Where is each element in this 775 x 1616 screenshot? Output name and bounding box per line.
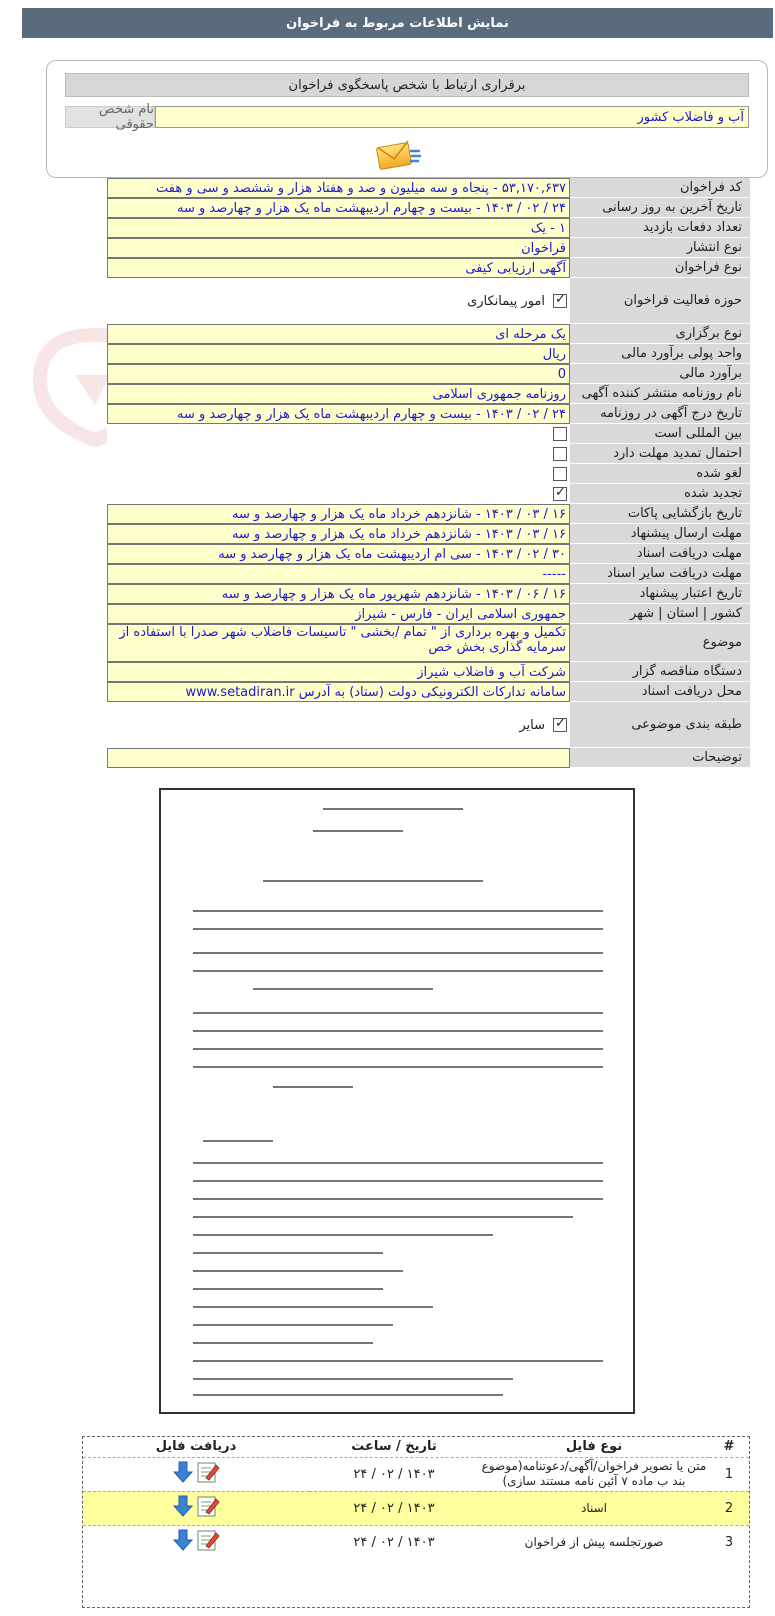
text-line xyxy=(193,928,603,930)
field-row xyxy=(107,424,750,444)
field-value: ----- xyxy=(107,564,570,584)
field-label: تجدید شده xyxy=(570,484,750,504)
file-date: ۱۴۰۳ / ۰۲ / ۲۴ xyxy=(309,1525,479,1559)
field-value: ۲۴ / ۰۲ / ۱۴۰۳ - بیست و چهارم اردیبهشت ماه یک هزار و چهارصد و سه xyxy=(107,404,570,424)
checkbox-label: سایر xyxy=(519,717,545,733)
field-label: طبقه بندی موضوعی xyxy=(570,702,750,748)
field-label: کشور | استان | شهر xyxy=(570,604,750,624)
field-flag xyxy=(107,444,570,464)
download-arrow-icon[interactable] xyxy=(172,1494,194,1518)
field-label: نوع فراخوان xyxy=(570,258,750,278)
field-flag xyxy=(107,464,570,484)
field-value: ۳۰ / ۰۲ / ۱۴۰۳ - سی ام اردیبهشت ماه یک هزار و چهارصد و سه xyxy=(107,544,570,564)
field-row xyxy=(107,324,750,344)
file-num: 1 xyxy=(709,1457,749,1491)
field-row xyxy=(107,504,750,524)
file-download xyxy=(83,1491,309,1525)
file-download xyxy=(83,1457,309,1491)
field-row xyxy=(107,444,750,464)
file-type: متن یا تصویر فراخوان/آگهی/دعوتنامه(موضوع بند ب ماده ۷ آئین نامه مستند سازی) xyxy=(479,1457,709,1491)
text-line xyxy=(193,970,603,972)
field-value: ۱۶ / ۰۳ / ۱۴۰۳ - شانزدهم خرداد ماه یک هزار و چهارصد و سه xyxy=(107,524,570,544)
checkbox[interactable] xyxy=(553,447,567,461)
field-value: ریال xyxy=(107,344,570,364)
text-line xyxy=(193,1360,603,1362)
field-row xyxy=(107,198,750,218)
checkbox-label: امور پیمانکاری xyxy=(467,293,545,309)
field-row xyxy=(107,364,750,384)
field-value: ۵۳,۱۷۰,۶۳۷ - پنجاه و سه میلیون و صد و هفتاد هزار و ششصد و سی و هفت xyxy=(107,178,570,198)
download-arrow-icon[interactable] xyxy=(172,1528,194,1552)
field-row xyxy=(107,682,750,702)
text-line xyxy=(323,808,463,810)
field-label: مهلت دریافت اسناد xyxy=(570,544,750,564)
field-value: ۲۴ / ۰۲ / ۱۴۰۳ - بیست و چهارم اردیبهشت ماه یک هزار و چهارصد و سه xyxy=(107,198,570,218)
text-line xyxy=(193,1162,603,1164)
field-label: تاریخ درج آگهی در روزنامه xyxy=(570,404,750,424)
field-label: تاریخ بازگشایی پاکات xyxy=(570,504,750,524)
field-value: ۱ - یک xyxy=(107,218,570,238)
field-label: کد فراخوان xyxy=(570,178,750,198)
files-header-num: # xyxy=(723,1439,735,1455)
table-row xyxy=(83,1457,749,1491)
field-label: احتمال تمدید مهلت دارد xyxy=(570,444,750,464)
contact-panel xyxy=(46,60,768,178)
file-download xyxy=(83,1525,309,1559)
field-flag xyxy=(107,484,570,504)
field-row xyxy=(107,662,750,682)
field-row xyxy=(107,564,750,584)
field-flag xyxy=(107,424,570,444)
text-line xyxy=(193,952,603,954)
text-line xyxy=(193,1288,383,1290)
text-line xyxy=(193,1234,493,1236)
text-line xyxy=(193,910,603,912)
table-row xyxy=(83,1491,749,1525)
text-line xyxy=(193,1324,393,1326)
text-line xyxy=(193,1342,373,1344)
table-row xyxy=(83,1525,749,1559)
field-value xyxy=(107,748,570,768)
checkbox[interactable] xyxy=(553,467,567,481)
field-checkbox-value xyxy=(107,702,570,748)
field-label: موضوع xyxy=(570,624,750,662)
text-line xyxy=(193,1012,603,1014)
text-line xyxy=(263,880,483,882)
field-row xyxy=(107,278,750,324)
field-label: دستگاه مناقصه گزار xyxy=(570,662,750,682)
field-row xyxy=(107,218,750,238)
field-label: توضیحات xyxy=(570,748,750,768)
field-label: مهلت دریافت سایر اسناد xyxy=(570,564,750,584)
files-header-download: دریافت فایل xyxy=(155,1439,237,1455)
field-value: تکمیل و بهره برداری از " تمام /بخشی " تاسیسات فاضلاب شهر صدرا با استفاده از سرمایه گذاری بخش خص xyxy=(107,624,570,662)
field-row xyxy=(107,344,750,364)
field-row xyxy=(107,464,750,484)
text-line xyxy=(193,1198,603,1200)
field-label: نام روزنامه منتشر کننده آگهی xyxy=(570,384,750,404)
field-row xyxy=(107,604,750,624)
field-row xyxy=(107,484,750,504)
field-label: واحد پولی برآورد مالی xyxy=(570,344,750,364)
file-type: اسناد xyxy=(479,1491,709,1525)
field-value: ۱۶ / ۰۳ / ۱۴۰۳ - شانزدهم خرداد ماه یک هزار و چهارصد و سه xyxy=(107,504,570,524)
field-label: مهلت ارسال پیشنهاد xyxy=(570,524,750,544)
text-line xyxy=(193,1030,603,1032)
field-row xyxy=(107,524,750,544)
checkbox[interactable] xyxy=(553,487,567,501)
field-label: نوع انتشار xyxy=(570,238,750,258)
page-title: نمایش اطلاعات مربوط به فراخوان xyxy=(286,15,509,31)
field-value: فراخوان xyxy=(107,238,570,258)
text-line xyxy=(193,1378,513,1380)
edit-icon[interactable] xyxy=(196,1494,220,1518)
text-line xyxy=(193,1066,603,1068)
download-arrow-icon[interactable] xyxy=(172,1460,194,1484)
field-row xyxy=(107,748,750,768)
files-table xyxy=(82,1436,750,1608)
file-num: 2 xyxy=(709,1491,749,1525)
field-checkbox-value xyxy=(107,278,570,324)
files-header-type: نوع فایل xyxy=(565,1439,623,1455)
field-value: آگهی ارزیابی کیفی xyxy=(107,258,570,278)
text-line xyxy=(203,1140,273,1142)
field-row xyxy=(107,702,750,748)
field-value: جمهوری اسلامی ایران - فارس - شیراز xyxy=(107,604,570,624)
field-label: برآورد مالی xyxy=(570,364,750,384)
field-row xyxy=(107,624,750,662)
edit-icon[interactable] xyxy=(196,1528,220,1552)
text-line xyxy=(193,1252,383,1254)
field-row xyxy=(107,584,750,604)
field-value: یک مرحله ای xyxy=(107,324,570,344)
legal-person-row xyxy=(65,102,749,132)
field-label: لغو شده xyxy=(570,464,750,484)
text-line xyxy=(313,830,403,832)
text-line xyxy=(273,1086,353,1088)
field-row xyxy=(107,178,750,198)
envelope-icon[interactable] xyxy=(375,137,421,171)
file-date: ۱۴۰۳ / ۰۲ / ۲۴ xyxy=(309,1457,479,1491)
checkbox[interactable] xyxy=(553,294,567,308)
field-row xyxy=(107,238,750,258)
field-value: ۱۶ / ۰۶ / ۱۴۰۳ - شانزدهم شهریور ماه یک هزار و چهارصد و سه xyxy=(107,584,570,604)
field-label: تعداد دفعات بازدید xyxy=(570,218,750,238)
field-value: 0 xyxy=(107,364,570,384)
field-label: تاریخ آخرین به روز رسانی xyxy=(570,198,750,218)
field-label: بین المللی است xyxy=(570,424,750,444)
field-row xyxy=(107,544,750,564)
file-type: صورتجلسه پیش از فراخوان xyxy=(479,1525,709,1559)
text-line xyxy=(193,1180,603,1182)
field-value: روزنامه جمهوری اسلامی xyxy=(107,384,570,404)
page-header xyxy=(22,8,773,38)
field-label: محل دریافت اسناد xyxy=(570,682,750,702)
text-line xyxy=(193,1216,573,1218)
field-row xyxy=(107,404,750,424)
field-value: شرکت آب و فاضلاب شیراز xyxy=(107,662,570,682)
field-label: نوع برگزاری xyxy=(570,324,750,344)
edit-icon[interactable] xyxy=(196,1460,220,1484)
text-line xyxy=(253,988,433,990)
field-row xyxy=(107,384,750,404)
legal-person-label: نام شخص حقوقی xyxy=(65,106,155,128)
field-label: حوزه فعالیت فراخوان xyxy=(570,278,750,324)
field-value: سامانه تدارکات الکترونیکی دولت (ستاد) به آدرس www.setadiran.ir xyxy=(107,682,570,702)
files-header-date: تاریخ / ساعت xyxy=(351,1439,437,1455)
legal-person-value: آب و فاضلاب کشور xyxy=(155,106,749,128)
contact-title: برقراری ارتباط با شخص پاسخگوی فراخوان xyxy=(65,73,749,97)
field-row xyxy=(107,258,750,278)
checkbox[interactable] xyxy=(553,718,567,732)
text-line xyxy=(193,1048,603,1050)
announcement-image[interactable] xyxy=(159,788,635,1414)
file-date: ۱۴۰۳ / ۰۲ / ۲۴ xyxy=(309,1491,479,1525)
file-num: 3 xyxy=(709,1525,749,1559)
checkbox[interactable] xyxy=(553,427,567,441)
field-label: تاریخ اعتبار پیشنهاد xyxy=(570,584,750,604)
text-line xyxy=(193,1306,433,1308)
text-line xyxy=(193,1394,503,1396)
text-line xyxy=(193,1270,403,1272)
